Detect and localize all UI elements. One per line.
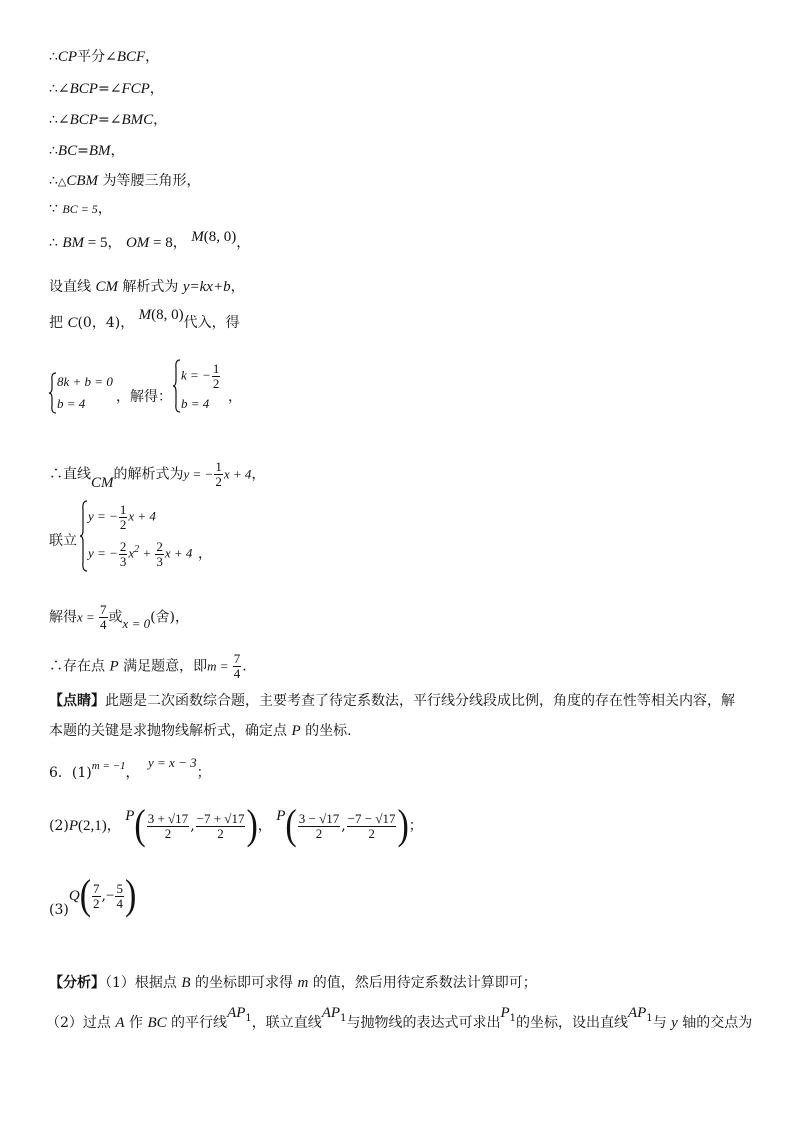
math: y = x − 3	[148, 755, 197, 770]
math: x + 4	[128, 508, 156, 524]
section-tag: 【分析】	[49, 975, 105, 991]
text: ∴∠	[49, 112, 70, 128]
paren: )	[124, 872, 137, 919]
text: ,	[101, 888, 106, 904]
paren: (	[79, 872, 92, 919]
text: ，	[153, 112, 168, 128]
text: ，	[110, 143, 125, 159]
math: y = −	[183, 466, 214, 482]
math: y	[671, 1015, 678, 1031]
numerator: 3 − √17	[298, 810, 340, 826]
math-bcf: BCF	[116, 49, 146, 65]
text: ，	[125, 765, 140, 781]
math: −	[105, 888, 115, 904]
paren: )	[246, 802, 258, 849]
text: 或	[108, 609, 123, 626]
math-ap1	[321, 1005, 347, 1024]
line-bc-5	[49, 200, 112, 218]
text: 把	[49, 315, 68, 331]
fraction	[115, 882, 124, 911]
fraction	[212, 362, 221, 391]
numerator: 1	[119, 502, 127, 517]
text: ，	[107, 235, 122, 251]
math: k = −	[181, 367, 211, 383]
text: =∠	[97, 81, 122, 97]
math: = 5	[84, 235, 108, 251]
text: ，	[145, 49, 160, 65]
fraction	[196, 812, 246, 841]
text: 解析式为	[117, 279, 183, 295]
k-solution	[181, 362, 221, 391]
denominator: 2	[215, 474, 222, 489]
math: C	[67, 315, 78, 331]
denominator: 2	[315, 825, 323, 841]
text: 解得	[49, 609, 77, 626]
q6-part1	[49, 755, 211, 783]
math: AP	[628, 1005, 647, 1021]
equation-line-2	[88, 540, 192, 569]
denominator: 3	[156, 554, 163, 569]
text: ∴	[49, 173, 58, 189]
triangle-symbol: △	[57, 176, 67, 188]
text: ，	[97, 201, 112, 217]
text: ，	[230, 279, 245, 295]
math: FCP	[121, 81, 150, 97]
text: 设直线	[49, 279, 96, 295]
text: 满足题意，即	[118, 658, 208, 675]
denominator: 4	[100, 617, 107, 632]
denominator: 2	[164, 825, 172, 841]
text: 的坐标.	[300, 723, 352, 739]
text: ，	[198, 546, 212, 562]
math-ap1	[628, 1005, 653, 1024]
math: x + 4	[164, 545, 193, 561]
text: ，	[228, 389, 242, 405]
part-label: (2)	[49, 818, 69, 834]
text: （2）过点	[46, 1015, 116, 1031]
text: ；	[408, 818, 423, 834]
math: y=kx+b	[182, 279, 231, 295]
fraction	[119, 503, 128, 532]
denominator: 2	[368, 825, 375, 841]
numerator: 1	[212, 361, 220, 376]
denominator: 2	[119, 517, 127, 532]
text: =	[77, 143, 89, 159]
fraction	[214, 460, 223, 489]
line-isosceles	[49, 172, 201, 191]
numerator: 1	[215, 459, 222, 474]
section-tag: 【点睛】	[49, 693, 105, 709]
line-solve-x	[49, 603, 189, 632]
math: m	[297, 975, 309, 991]
text: 的解析式为	[113, 466, 184, 483]
math: P	[500, 1005, 510, 1021]
text: ，联立直线	[251, 1015, 322, 1031]
line-cm-expression	[49, 460, 265, 489]
paren: (	[134, 802, 146, 849]
text: 代入，得	[183, 315, 240, 331]
fraction	[347, 812, 397, 841]
denominator: 4	[116, 895, 123, 911]
text: 此题是二次函数综合题，主要考查了待定系数法，平行线分线段成比例，角度的存在性等相关内容，解	[105, 693, 735, 709]
text: ，	[149, 81, 164, 97]
math: AP	[321, 1005, 341, 1021]
paren: (	[285, 802, 297, 849]
math: BC = 5	[62, 202, 98, 216]
math: (2,1)	[78, 818, 107, 834]
text: 平分∠	[77, 49, 117, 65]
subscript: 1	[509, 1012, 517, 1024]
line-bm-om-m	[49, 229, 251, 252]
fraction	[155, 540, 164, 569]
math: (8, 0)	[151, 307, 184, 323]
fraction	[92, 882, 101, 911]
line-set-cm	[49, 278, 245, 296]
numerator: −7 + √17	[196, 810, 245, 826]
analysis-line-1	[49, 974, 537, 992]
text: =∠	[97, 112, 122, 128]
math: y = −	[88, 508, 118, 524]
therefore-symbol: ∴	[49, 49, 58, 65]
math: m =	[207, 658, 232, 674]
text: ，	[251, 466, 266, 483]
math: y = −	[88, 545, 118, 561]
text: ,	[190, 818, 195, 834]
math: x + 4	[223, 466, 252, 482]
text: (舍)，	[150, 609, 190, 626]
line-bcp-eq-bmc	[49, 111, 167, 129]
math: CM	[91, 474, 114, 491]
math: x	[128, 545, 135, 561]
q6-part3	[49, 872, 137, 919]
paren: )	[397, 802, 409, 849]
math-ap1	[227, 1005, 252, 1024]
math: P	[68, 818, 79, 834]
text: ∴直线	[49, 466, 91, 483]
line-substitute	[49, 307, 240, 332]
denominator: 4	[233, 666, 241, 681]
subscript: 1	[340, 1012, 347, 1024]
subscript: 1	[245, 1012, 252, 1024]
math: +	[139, 545, 155, 561]
math: BCP	[69, 81, 98, 97]
math: A	[115, 1015, 125, 1031]
line-bcp-eq-fcp	[49, 80, 164, 98]
text: （1）根据点	[105, 975, 182, 991]
denominator: 3	[119, 554, 127, 569]
equation-line: b = 4	[57, 396, 86, 411]
text: 作	[124, 1015, 148, 1031]
math: M	[138, 307, 152, 323]
math: m = −1	[91, 760, 126, 772]
text: ，	[172, 235, 187, 251]
text: 与	[652, 1015, 672, 1031]
denominator: 2	[217, 825, 224, 841]
fraction	[119, 540, 128, 569]
text: ∴∠	[49, 81, 70, 97]
q6-part2	[49, 802, 423, 849]
text: 轴的交点为	[677, 1015, 753, 1031]
math: Q	[68, 888, 80, 904]
numerator: 5	[116, 880, 123, 896]
equation-line: 8k + b = 0	[57, 374, 113, 389]
subscript: 1	[646, 1012, 653, 1024]
equation-line-1	[88, 503, 156, 532]
text: ，	[257, 818, 272, 834]
text: 为等腰三角形，	[98, 173, 201, 189]
exponent: 2	[134, 544, 140, 556]
numerator: −7 − √17	[347, 810, 396, 826]
math: P	[109, 658, 119, 675]
math: P	[291, 723, 301, 739]
line-cp-bisects	[49, 48, 159, 66]
math: P	[276, 808, 286, 824]
because-symbol: ∵	[49, 201, 58, 217]
text: ，解得：	[116, 389, 172, 405]
fraction	[147, 812, 189, 841]
text: 的值，然后用待定系数法计算即可；	[308, 975, 537, 991]
math: B	[181, 975, 191, 991]
math: CBM	[66, 173, 99, 189]
math: = 8	[149, 235, 173, 251]
math: BCP	[69, 112, 98, 128]
numerator: 7	[233, 651, 241, 666]
text: 的平行线	[166, 1015, 228, 1031]
math: (8, 0)	[203, 229, 237, 245]
fraction	[233, 652, 242, 681]
math: x =	[77, 609, 99, 625]
math-p1	[500, 1005, 517, 1024]
denominator: 2	[212, 376, 220, 391]
equation-line: b = 4	[181, 396, 210, 411]
text: ∴	[49, 235, 58, 251]
numerator: 3 + √17	[147, 810, 189, 826]
math: BC	[147, 1015, 167, 1031]
text: ；	[196, 765, 211, 781]
math: BM	[88, 143, 111, 159]
part-label: (3)	[49, 902, 69, 918]
question-number: 6．(1)	[49, 765, 92, 781]
text: ．	[242, 658, 257, 675]
fraction	[99, 603, 108, 632]
analysis-line-2	[46, 1005, 753, 1038]
text: (0，4)，	[77, 315, 135, 331]
numerator: 7	[100, 602, 107, 617]
math: OM	[125, 235, 150, 251]
text: ,	[341, 818, 346, 834]
numerator: 2	[119, 539, 127, 554]
text: 联立	[49, 533, 77, 549]
numerator: 2	[156, 539, 163, 554]
text: 的坐标，设出直线	[516, 1015, 629, 1031]
math: CM	[95, 279, 118, 295]
math: M	[191, 229, 204, 245]
comment-paragraph	[49, 686, 759, 746]
line-conclusion	[49, 652, 256, 681]
math: BC	[57, 143, 78, 159]
math: BMC	[121, 112, 154, 128]
math: AP	[227, 1005, 246, 1021]
fraction	[298, 812, 340, 841]
numerator: 7	[93, 880, 100, 896]
text: 的坐标即可求得	[190, 975, 298, 991]
line-bc-eq-bm	[49, 142, 125, 160]
text: ，	[106, 818, 121, 834]
text: 与抛物线的表达式可求出	[346, 1015, 501, 1031]
denominator: 2	[93, 895, 100, 911]
math: BM	[62, 235, 85, 251]
text: ∴存在点	[49, 658, 110, 675]
math: P	[125, 808, 135, 824]
math-cp: CP	[57, 49, 78, 65]
text: 本题的关键是求抛物线解析式，确定点	[49, 723, 292, 739]
math: x = 0	[122, 615, 151, 631]
text: ∴	[49, 143, 58, 159]
text: ，	[236, 235, 251, 251]
